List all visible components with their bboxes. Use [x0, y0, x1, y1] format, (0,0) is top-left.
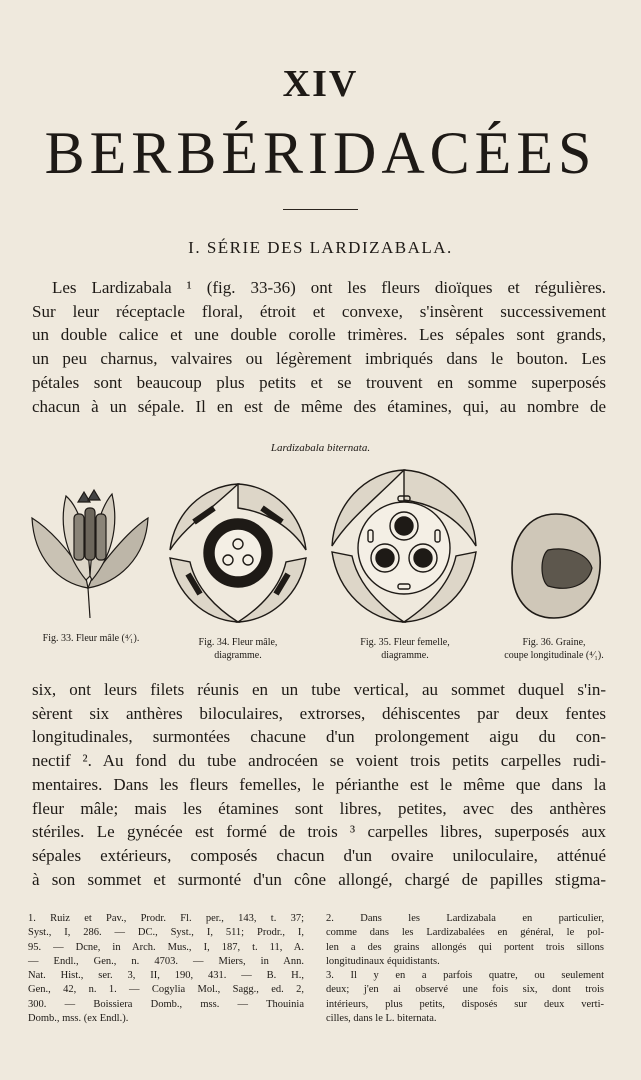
- caption-line: Fig. 33. Fleur mâle (⁴⁄₁).: [42, 633, 140, 644]
- text-line: sépales extérieurs, composés chacun d'un ovaire uniloculaire, atténué: [32, 845, 606, 865]
- text-line: un peu charnus, valvaires ou légèrement imbriqués dans le bouton. Les: [32, 349, 606, 369]
- footnote-line: longitudinaux équidistants.: [326, 955, 440, 967]
- text-line: mentaires. Dans les fleurs femelles, le périanthe est le même que dans la: [32, 774, 606, 794]
- caption-line: coupe longitudinale (⁴⁄₁).: [504, 650, 604, 661]
- figure-heading: Lardizabala biternata.: [270, 442, 371, 454]
- caption-fig-35: [332, 636, 478, 662]
- footnote-line: 3. Il y en a parfois quatre, ou seulement: [326, 970, 604, 982]
- footnote-line: len a des grains allongés qui portent trois sillons: [326, 941, 604, 953]
- fig-34-male-diagram: [164, 478, 312, 628]
- fig-33-male-flower: [28, 488, 152, 628]
- caption-fig-33: [22, 632, 160, 645]
- text-line: nectif ². Au fond du tube androcéen se voient trois petits carpelles rudi-: [32, 751, 606, 771]
- footnote-line: 300. — Boissiera Domb., mss. — Thouinia: [28, 998, 304, 1010]
- caption-line: Fig. 36. Graine,: [522, 637, 586, 648]
- caption-line: Fig. 35. Fleur femelle,: [360, 637, 450, 648]
- footnote-line: comme dans les Lardizabalées en général, le pol-: [326, 927, 604, 939]
- fig-36-seed-section: [508, 510, 604, 622]
- footnote-line: 2. Dans les Lardizabala en particulier,: [326, 913, 604, 924]
- text-line: fleur mâle; mais les étamines sont libres, petites, avec des anthères: [32, 798, 606, 818]
- text-line: stériles. Le gynécée est formé de trois ³ carpelles libres, superposés aux: [32, 822, 606, 842]
- caption-line: Fig. 34. Fleur mâle,: [198, 637, 278, 648]
- footnote-line: Nat. Hist., ser. 3, II, 190, 431. — B. H.,: [28, 970, 304, 982]
- footnote-line: 95. — Dcne, in Arch. Mus., I, 187, t. 11, A.: [28, 941, 304, 953]
- chapter-title: BERBÉRIDACÉES: [44, 120, 597, 186]
- text-line: sèrent six anthères biloculaires, extrorses, déhiscentes par deux fentes: [32, 703, 606, 723]
- footnote-line: deux; j'en ai observé une fois six, dont trois: [326, 984, 604, 996]
- footnote-line: Syst., I, 286. — DC., Syst., I, 511; Prodr., I,: [28, 927, 304, 939]
- footnote-line: — Endl., Gen., n. 4703. — Miers, in Ann.: [28, 955, 304, 967]
- footnote-line: Domb., mss. (ex Endl.).: [28, 1013, 129, 1025]
- caption-fig-34: [168, 636, 308, 662]
- caption-fig-36: [484, 636, 624, 662]
- chapter-number: XIV: [282, 63, 359, 105]
- text-line: Les Lardizabala ¹ (fig. 33-36) ont les fleurs dioïques et régulières.: [52, 278, 606, 297]
- title-rule: [283, 209, 358, 210]
- text-line: à son sommet et surmonté d'un cône allongé, chargé de papilles stigma-: [32, 869, 606, 889]
- section-title: I. SÉRIE DES LARDIZABALA.: [188, 238, 453, 257]
- text-line: pétales sont beaucoup plus petits et se trouvent en somme superposés: [32, 372, 606, 392]
- footnote-line: 1. Ruiz et Pav., Prodr. Fl. per., 143, t. 37;: [28, 913, 304, 924]
- footnote-1: [28, 912, 304, 1026]
- caption-line: diagramme.: [214, 650, 262, 661]
- text-line: longitudinales, surmontées chacune d'un prolongement aigu du con-: [32, 727, 606, 747]
- text-line: chacun à un sépale. Il en est de même des étamines, qui, au nombre de: [32, 396, 606, 416]
- footnote-line: Gen., 42, n. 1. — Cogylia Mol., Sagg., ed. 2,: [28, 984, 304, 996]
- text-line: un double calice et une double corolle trimères. Les sépales sont grands,: [32, 325, 606, 345]
- paragraph-2: [32, 678, 606, 891]
- footnotes-2-3: [326, 912, 604, 1026]
- text-line: Sur leur réceptacle floral, étroit et convexe, s'insèrent successivement: [32, 301, 606, 321]
- fig-35-female-diagram: [328, 466, 480, 626]
- caption-line: diagramme.: [381, 650, 429, 661]
- footnote-line: intérieurs, plus petits, disposés sur deux verti-: [326, 998, 604, 1010]
- footnote-line: cilles, dans le L. biternata.: [326, 1013, 437, 1025]
- text-line: six, ont leurs filets réunis en un tube vertical, au sommet duquel s'in-: [32, 680, 606, 699]
- paragraph-1: [32, 276, 606, 418]
